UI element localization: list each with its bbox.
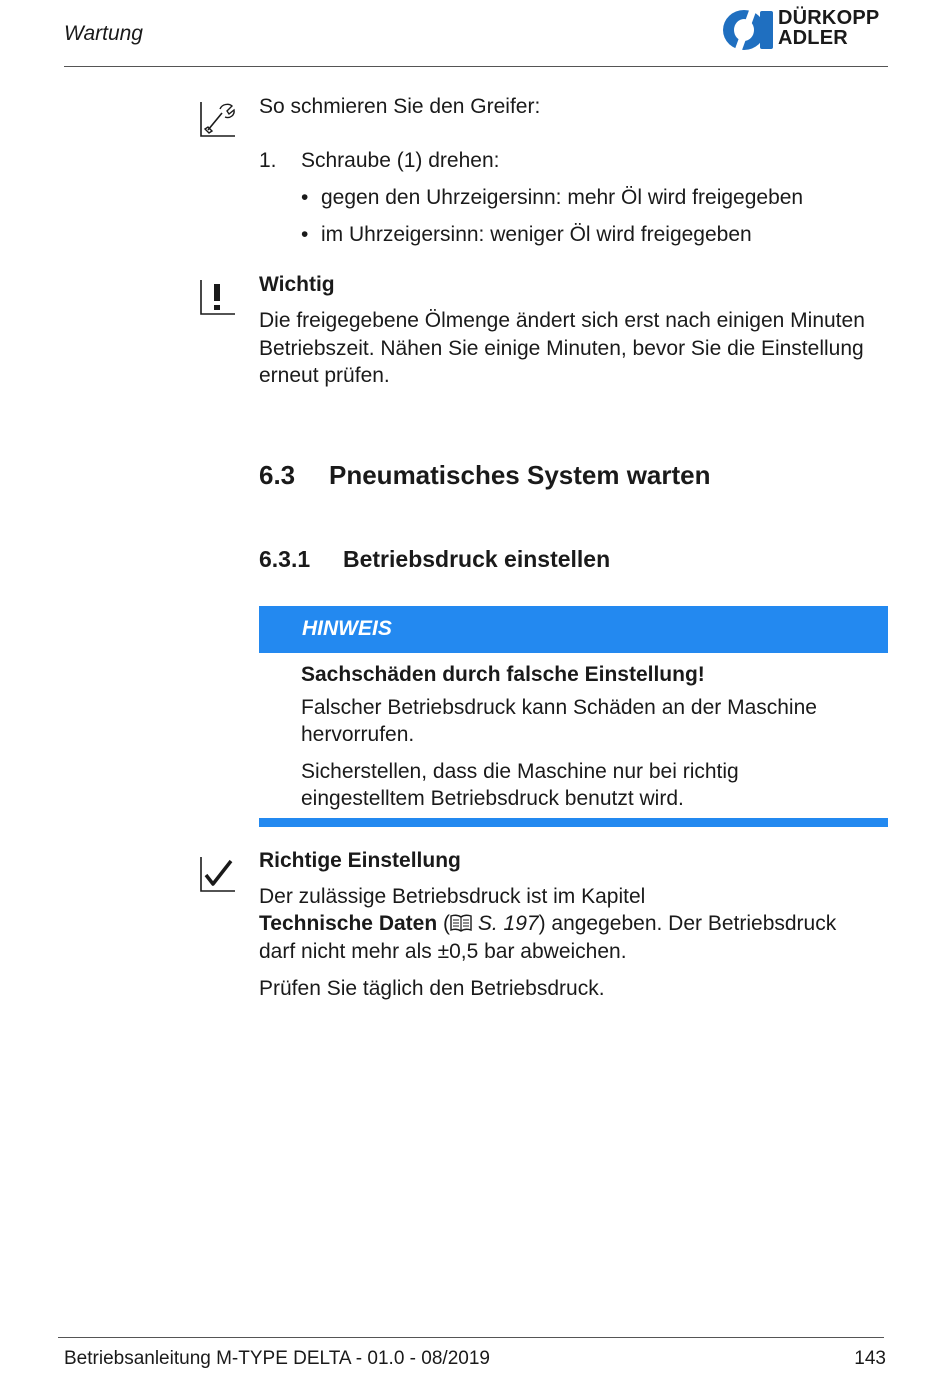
bullet-marker: •	[301, 223, 309, 246]
page-number: 143	[854, 1348, 886, 1369]
subsection-title: Betriebsdruck einstellen	[343, 546, 611, 572]
section-number: 6.3	[259, 460, 296, 490]
important-line: Betriebszeit. Nähen Sie einige Minuten, bevor Sie die Einstellung	[259, 337, 864, 360]
step-number: 1.	[259, 149, 277, 172]
notice-text-line: Sicherstellen, dass die Maschine nur bei richtig	[301, 760, 739, 783]
logo-line-2: ADLER	[778, 27, 848, 49]
instruction-intro: So schmieren Sie den Greifer:	[259, 95, 541, 118]
notice-text-line: eingestelltem Betriebsdruck benutzt wird.	[301, 787, 684, 810]
notice-banner	[259, 606, 888, 653]
bullet-item: gegen den Uhrzeigersinn: mehr Öl wird freigegeben	[321, 186, 804, 209]
wrench-icon	[200, 101, 234, 135]
book-icon	[450, 912, 472, 939]
logo-line-1: DÜRKOPP	[778, 7, 880, 29]
notice-text-line: hervorrufen.	[301, 723, 415, 746]
chapter-reference: Technische Daten	[259, 912, 438, 935]
bullet-marker: •	[301, 186, 309, 209]
company-logo	[722, 6, 892, 54]
footer-divider	[58, 1337, 884, 1338]
important-title: Wichtig	[259, 273, 335, 296]
correct-line: Der zulässige Betriebsdruck ist im Kapitel	[259, 885, 646, 908]
daily-check-text: Prüfen Sie täglich den Betriebsdruck.	[259, 977, 605, 1000]
notice-text-line: Falscher Betriebsdruck kann Schäden an der Maschine	[301, 696, 817, 719]
notice-heading: Sachschäden durch falsche Einstellung!	[301, 663, 705, 686]
footer-manual-info: Betriebsanleitung M-TYPE DELTA - 01.0 - 08/2019	[64, 1348, 490, 1369]
header-section-title: Wartung	[64, 22, 143, 45]
important-line: Die freigegebene Ölmenge ändert sich erst nach einigen Minuten	[259, 309, 865, 332]
correct-line: darf nicht mehr als ±0,5 bar abweichen.	[259, 940, 627, 963]
notice-bottom-bar	[259, 818, 888, 827]
checkmark-icon	[200, 856, 234, 890]
important-line: erneut prüfen.	[259, 364, 390, 387]
correct-line-rest: ) angegeben. Der Betriebsdruck	[538, 912, 837, 935]
bullet-item: im Uhrzeigersinn: weniger Öl wird freigegeben	[321, 223, 752, 246]
logo-mark-icon	[722, 8, 776, 52]
subsection-number: 6.3.1	[259, 546, 311, 572]
page-link[interactable]: S. 197	[472, 912, 539, 935]
exclamation-icon	[200, 279, 234, 313]
step-text: Schraube (1) drehen:	[301, 149, 500, 172]
section-title: Pneumatisches System warten	[329, 460, 711, 490]
paren-open: (	[437, 912, 450, 935]
correct-line	[259, 910, 836, 939]
correct-title: Richtige Einstellung	[259, 849, 461, 872]
header-divider	[64, 66, 888, 67]
notice-label: HINWEIS	[302, 617, 392, 640]
